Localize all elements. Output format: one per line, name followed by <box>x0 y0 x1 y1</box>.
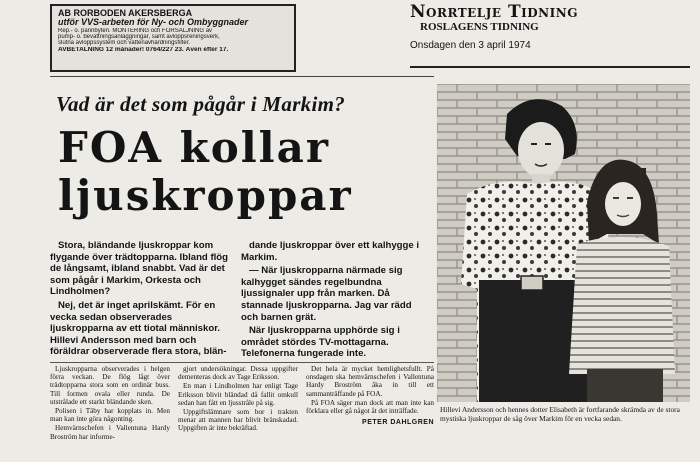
body-paragraph: Uppgiftslämnare som bor i trakten menar att mannen har blivit bränskadad. Uppgiften är inte bekräftad. <box>178 408 298 433</box>
newspaper-subtitle: ROSLAGENS TIDNING <box>420 21 539 33</box>
body-column-1 <box>50 365 170 442</box>
lead-paragraph: När ljuskropparna upphörde sig i området stördes TV-mottagarna. Telefonerna fungerade inte. <box>241 325 400 360</box>
body-column-3 <box>306 365 434 427</box>
lead-paragraph: Nej, det är inget aprilskämt. För en vecka sedan observerades ljuskropparna av ett tiotal människor. Hillevi Andersson med barn och föräldrar observerade flera stora, blän- <box>50 299 227 358</box>
photo-caption: Hillevi Andersson och hennes dotter Elisabeth är fortfarande skrämda av de stora mystiska ljuskroppar de såg över Markim för en vecka sedan. <box>440 405 680 423</box>
body-paragraph: Polisen i Täby har kopplats in. Men man kan inte göra någonting. <box>50 407 170 424</box>
body-paragraph: Hemvärnschefen i Vallentuna Hardy Broström har informe- <box>50 424 170 441</box>
ad-text-line: Rep.- o. pannbyten. MONTERING och FÖRSÄLJNING av <box>58 27 213 34</box>
lead-paragraph: — När ljuskropparna närmade sig kalhygget sändes regelbundna ljussignaler upp från marken. Då stannade ljuskropparna. Jag var rädd och barnen grät. <box>241 265 412 323</box>
article-photo <box>437 84 690 402</box>
issue-date: Onsdagen den 3 april 1974 <box>410 40 531 52</box>
article-kicker: Vad är det som pågår i Markim? <box>56 92 346 116</box>
column-divider <box>50 362 434 363</box>
body-paragraph: Det hela är mycket hemlighetsfullt. På onsdagen ska hemvärnschefen i Vallentuna Hardy Broström åka in till ett sammanträffande på FOA. <box>306 365 434 398</box>
lead-paragraph: Stora, bländande ljuskroppar kom flygande över trädtopparna. Ibland flög de långsamt, ibland snabbt. Vad är det som pågår i Markim, Orkesta och Lindholmen? <box>50 240 229 298</box>
ad-text-line: pump- o. bevattningsanläggningar, samt avloppsreningsverk, <box>58 34 220 41</box>
body-paragraph: En man i Lindholmen har enligt Tage Eriksson blivit bländad då fallit omkull sedan han fått en ljusstråle på sig. <box>178 382 298 407</box>
ad-company-name: AB RÖRBODEN AKERSBERGA <box>58 9 193 18</box>
ad-text-line: slutna avloppssystem och vattenavhärdningsfilter. <box>58 40 191 47</box>
lead-column-left <box>50 240 236 360</box>
masthead-rule <box>410 66 690 68</box>
masthead <box>410 4 690 51</box>
ad-tagline: utför VVS-arbeten för Ny- och Ombyggnader <box>58 18 249 28</box>
advertisement-box <box>50 4 296 72</box>
header-rule <box>50 76 434 77</box>
headline-line-1: FOA kollar <box>58 123 330 172</box>
article-headline <box>58 124 430 220</box>
lead-paragraph: dande ljuskroppar över ett kalhygge i Markim. <box>241 240 420 263</box>
body-paragraph: Ljuskropparna observerades i helgen förra veckan. De flög lågt över trädtopparna stora som en ordinär buss. Till formen ovala eller runda. De utstrålade ett starkt bländande sken. <box>50 365 170 406</box>
headline-line-2: ljuskroppar <box>58 171 353 220</box>
lead-column-right <box>241 240 427 362</box>
article-byline: PETER DAHLGREN <box>362 419 434 427</box>
body-column-2 <box>178 365 298 434</box>
newspaper-title: Norrtelje Tidning <box>410 2 578 22</box>
ad-payment-line: AVBETALNING 12 månader! 0764/227 23. Även efter 17. <box>58 46 229 53</box>
body-paragraph: gjort undersökningar. Dessa uppgifter dementeras dock av Tage Eriksson. <box>178 365 298 382</box>
body-paragraph: På FOA säger man dock att man inte kan förklara eller gå något åt det inträffade. <box>306 398 434 416</box>
photo-illustration <box>437 84 690 402</box>
